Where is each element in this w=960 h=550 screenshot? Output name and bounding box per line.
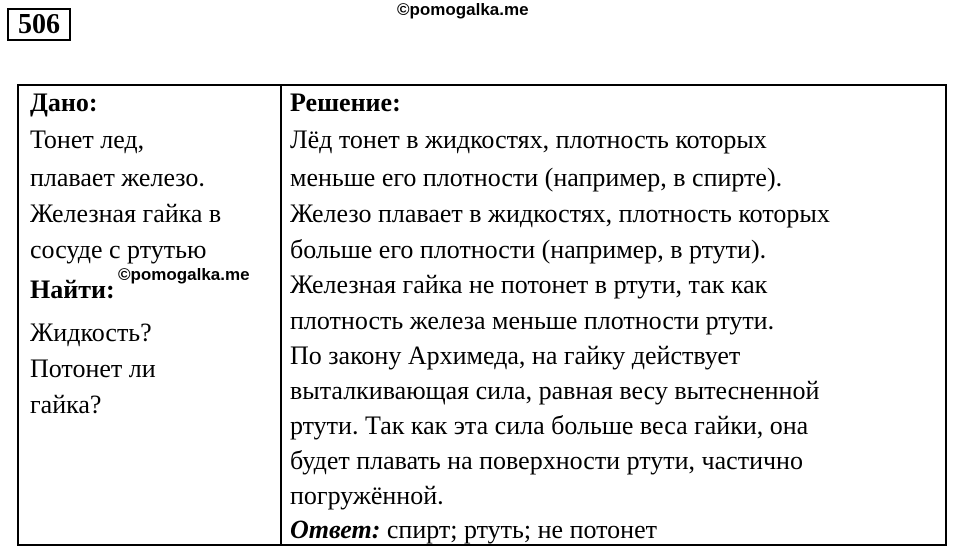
given-line: сосуде с ртутью (30, 235, 207, 264)
solution-table (17, 84, 947, 546)
solution-line: Железо плавает в жидкостях, плотность которых (290, 199, 830, 228)
solution-line: будет плавать на поверхности ртути, частично (290, 446, 803, 475)
find-line: Жидкость? (30, 318, 152, 347)
solution-line: меньше его плотности (например, в спирте). (290, 163, 783, 192)
watermark-top: ©pomogalka.me (397, 0, 529, 19)
solution-line: По закону Архимеда, на гайку действует (290, 341, 741, 370)
problem-number: 506 (7, 8, 71, 41)
solution-heading: Решение: (290, 88, 401, 117)
find-line: гайка? (30, 390, 102, 419)
column-divider (280, 86, 282, 544)
given-heading: Дано: (30, 88, 98, 117)
find-line: Потонет ли (30, 354, 156, 383)
answer-line (290, 515, 657, 545)
solution-line: плотность железа меньше плотности ртути. (290, 306, 775, 335)
solution-line: больше его плотности (например, в ртути). (290, 235, 767, 264)
solution-line: ртути. Так как эта сила больше веса гайки, она (290, 411, 809, 440)
given-line: плавает железо. (30, 163, 205, 192)
given-line: Тонет лед, (30, 125, 145, 154)
answer-label: Ответ: (290, 515, 381, 544)
find-heading: Найти: (30, 275, 115, 304)
watermark-middle: ©pomogalka.me (118, 265, 250, 284)
solution-line: выталкивающая сила, равная весу вытесненной (290, 376, 820, 405)
answer-text: спирт; ртуть; не потонет (380, 515, 657, 544)
solution-line: Железная гайка не потонет в ртути, так как (290, 270, 768, 299)
solution-line: Лёд тонет в жидкостях, плотность которых (290, 125, 767, 154)
given-line: Железная гайка в (30, 199, 222, 228)
solution-line: погружённой. (290, 481, 444, 510)
